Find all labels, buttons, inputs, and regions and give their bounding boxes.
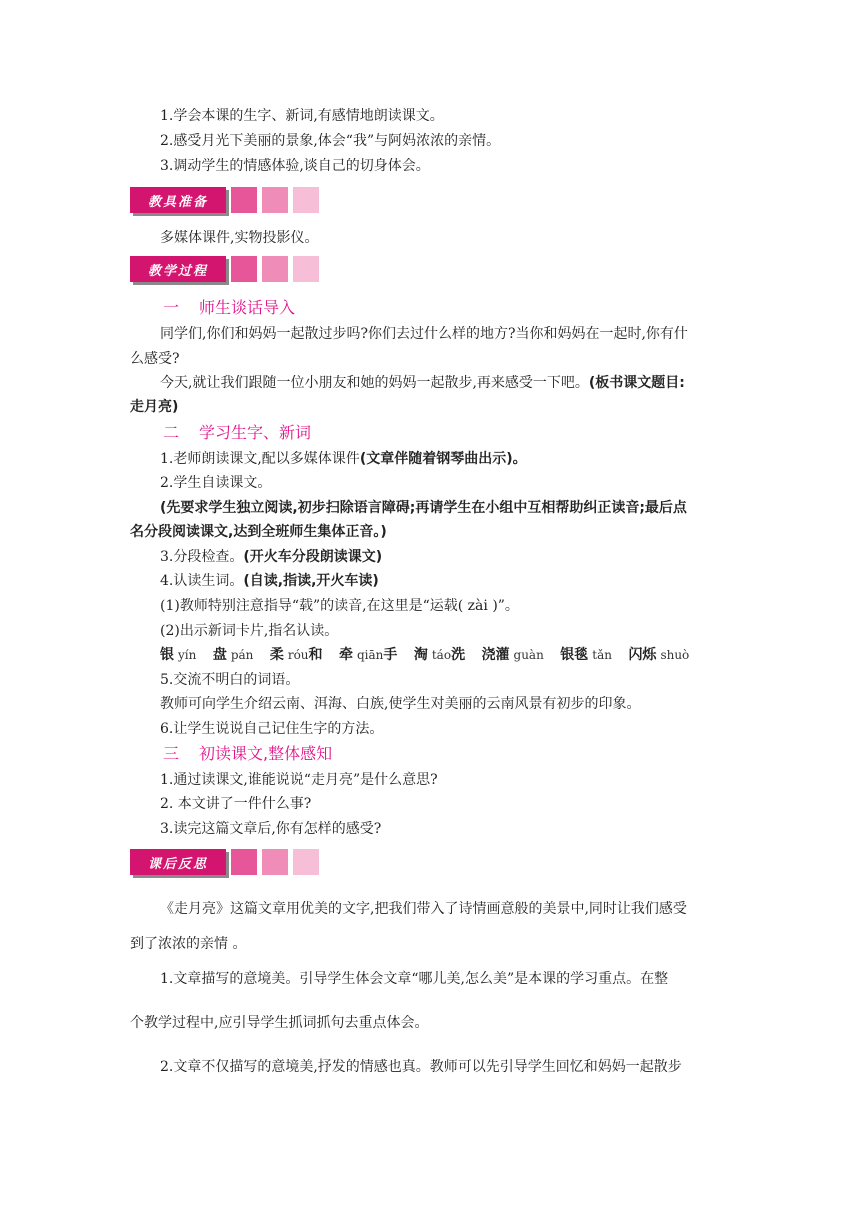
- section-1-number: 一: [163, 298, 180, 317]
- section-3-question-2: 2. 本文讲了一件什么事?: [160, 796, 312, 812]
- word-item: 盘 pán: [212, 647, 254, 663]
- banner-tools-label: 教具准备: [130, 187, 226, 213]
- section-2-number: 二: [163, 423, 180, 442]
- objective-1: 1.学会本课的生字、新词,有感情地朗读课文。: [160, 108, 444, 124]
- section-2-line-5: [160, 571, 379, 591]
- banner-square: [293, 849, 319, 875]
- section-1-para-2a-note: (板书课文题目:: [588, 375, 685, 391]
- section-1-para-2a: [160, 373, 685, 393]
- section-2-title: 学习生字、新词: [199, 423, 312, 442]
- banner-reflection-label: 课后反思: [130, 849, 226, 875]
- section-3-question-1: 1.通过读课文,谁能说说“走月亮”是什么意思?: [160, 772, 438, 788]
- banner-square: [231, 256, 257, 282]
- reflection-para-1b: 到了浓浓的亲情 。: [130, 936, 247, 952]
- section-3-heading: [163, 743, 332, 765]
- section-2-line-4-note: (开火车分段朗读课文): [243, 549, 383, 565]
- banner-square: [293, 256, 319, 282]
- section-1-para-2a-text: 今天,就让我们跟随一位小朋友和她的妈妈一起散步,再来感受一下吧。: [160, 375, 589, 391]
- section-2-line-3b: 名分段阅读课文,达到全班师生集体正音。): [130, 524, 387, 540]
- section-2-line-1-text: 1.老师朗读课文,配以多媒体课件: [160, 451, 360, 467]
- reflection-para-1a: 《走月亮》这篇文章用优美的文字,把我们带入了诗情画意般的美景中,同时让我们感受: [160, 901, 687, 917]
- banner-square: [231, 187, 257, 213]
- banner-tools: [130, 187, 319, 213]
- banner-process-label: 教学过程: [130, 256, 226, 282]
- banner-square: [262, 256, 288, 282]
- reflection-para-2a: 1.文章描写的意境美。引导学生体会文章“哪儿美,怎么美”是本课的学习重点。在整: [160, 971, 669, 987]
- section-2-line-9: 教师可向学生介绍云南、洱海、白族,使学生对美丽的云南风景有初步的印象。: [160, 696, 641, 712]
- section-1-heading: [163, 297, 295, 319]
- section-2-line-1: [160, 449, 527, 469]
- section-2-heading: [163, 422, 311, 444]
- section-2-line-7: (2)出示新词卡片,指名认读。: [160, 623, 339, 639]
- word-item: 柔 róu和: [269, 647, 323, 663]
- section-3-title: 初读课文,整体感知: [199, 744, 333, 763]
- word-item: 银毯 tǎn: [560, 647, 612, 663]
- word-item: 牵 qiān手: [339, 647, 398, 663]
- banner-square: [262, 187, 288, 213]
- section-1-para-1b: 么感受?: [130, 351, 180, 367]
- reflection-para-2b: 个教学过程中,应引导学生抓词抓句去重点体会。: [130, 1015, 429, 1031]
- section-2-line-4-text: 3.分段检查。: [160, 549, 244, 565]
- banner-square: [262, 849, 288, 875]
- section-2-line-6: (1)教师特别注意指导“载”的读音,在这里是“运载( zài )”。: [160, 598, 519, 614]
- section-2-line-8: 5.交流不明白的词语。: [160, 672, 300, 688]
- section-3-number: 三: [163, 744, 180, 763]
- section-2-line-10: 6.让学生说说自己记住生字的方法。: [160, 721, 384, 737]
- section-1-para-1a: 同学们,你们和妈妈一起散过步吗?你们去过什么样的地方?当你和妈妈在一起时,你有什: [160, 326, 688, 342]
- section-1-para-2b: 走月亮): [130, 399, 179, 415]
- section-2-line-3a: (先要求学生独立阅读,初步扫除语言障碍;再请学生在小组中互相帮助纠正读音;最后点: [160, 500, 687, 516]
- objective-2: 2.感受月光下美丽的景象,体会“我”与阿妈浓浓的亲情。: [160, 133, 501, 149]
- banner-square: [293, 187, 319, 213]
- section-1-title: 师生谈话导入: [199, 298, 296, 317]
- section-2-line-5-note: (自读,指读,开火车读): [243, 573, 379, 589]
- word-item: 银 yín: [160, 647, 197, 663]
- section-2-line-2: 2.学生自读课文。: [160, 475, 272, 491]
- banner-process: [130, 256, 319, 282]
- banner-square: [231, 849, 257, 875]
- objective-3: 3.调动学生的情感体验,谈自己的切身体会。: [160, 158, 430, 174]
- section-2-line-4: [160, 547, 382, 567]
- tools-text: 多媒体课件,实物投影仪。: [160, 230, 319, 246]
- section-2-line-5-text: 4.认读生词。: [160, 573, 244, 589]
- banner-reflection: [130, 849, 319, 875]
- section-3-question-3: 3.读完这篇文章后,你有怎样的感受?: [160, 821, 382, 837]
- new-words-list: [160, 645, 701, 665]
- word-item: 淘 táo洗: [413, 647, 466, 663]
- reflection-para-3a: 2.文章不仅描写的意境美,抒发的情感也真。教师可以先引导学生回忆和妈妈一起散步: [160, 1059, 682, 1075]
- word-item: 闪烁 shuò: [628, 647, 690, 663]
- section-2-line-1-note: (文章伴随着钢琴曲出示)。: [359, 451, 527, 467]
- word-item: 浇灌 guàn: [481, 647, 544, 663]
